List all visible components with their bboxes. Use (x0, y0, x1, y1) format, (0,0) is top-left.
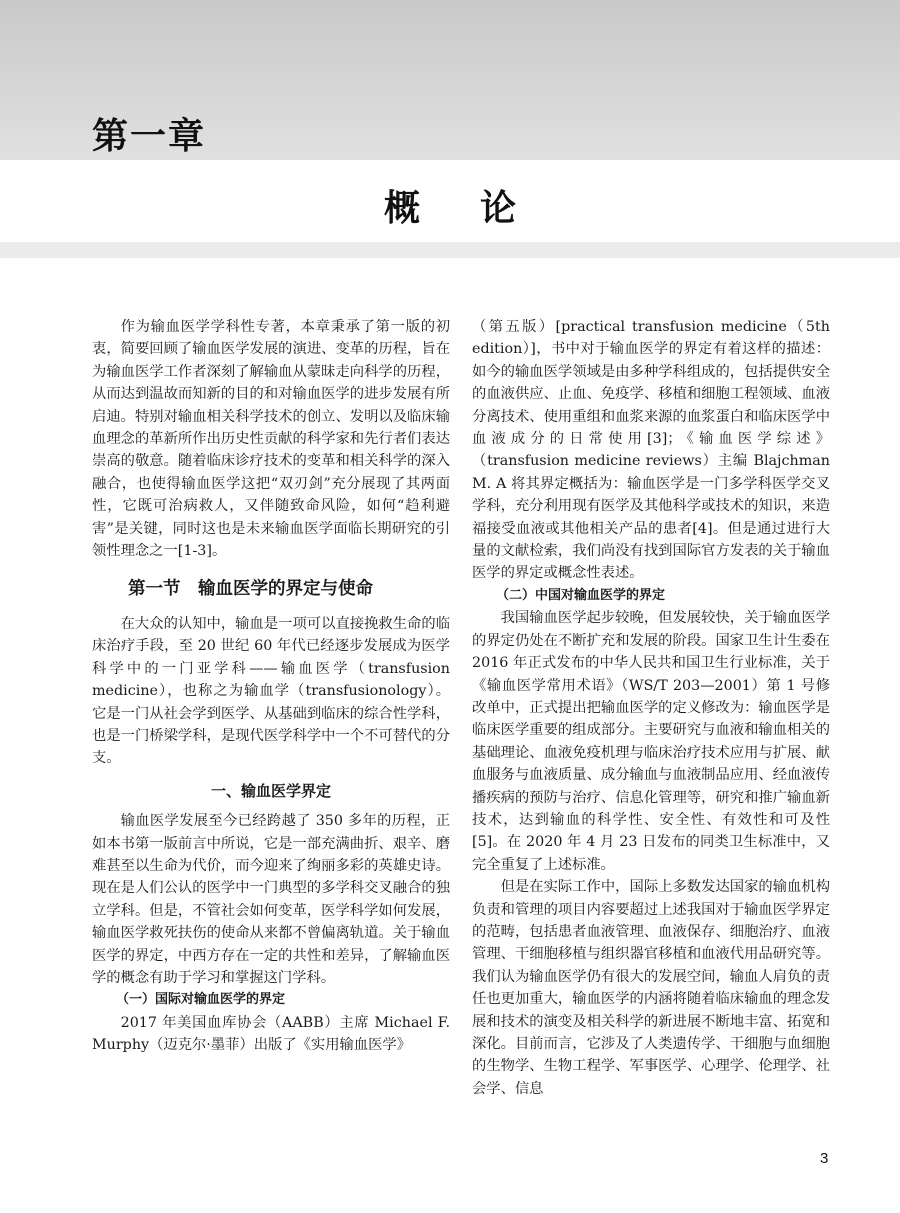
china-definition-paragraph: 我国输血医学起步较晚，但发展较快，关于输血医学的界定仍处在不断扩充和发展的阶段。国家卫生计生委在 2016 年正式发布的中华人民共和国卫生行业标准，关于《输血医学常用术语》（WS/T 203—2001）第 1 号修改单中，正式提出把输血医学的定义修改为：输血医学是临床医学重要的组成部分。主要研究与血液和输血相关的基础理论、血液免疫机理与临床治疗技术应用与扩展、献血服务与血液质量、成分输血与血液制品应用、经血液传播疾病的预防与治疗、信息化管理等，研究和推广输血新技术，达到输血的科学性、安全性、有效性和可及性[5]。在 2020 年 4 月 23 日发布的同类卫生标准中，又完全重复了上述标准。 (472, 610, 830, 873)
continued-paragraph: （第五版）[practical transfusion medicine（5th edition）]，书中对于输血医学的界定有着这样的描述：如今的输血医学领域是由多种学科组成的，包括提供安全的血液供应、止血、免疫学、移植和细胞工程领域、血液分离技术、使用重组和血浆来源的血浆蛋白和临床医学中血液成分的日常使用[3]；《输血医学综述》（transfusion medicine reviews）主编 Blajchman M. A 将其界定概括为：输血医学是一门多学科医学交叉学科，充分利用现有医学及其他科学或技术的知识，来造福接受血液或其他相关产品的患者[4]。但是通过进行大量的文献检索，我们尚没有找到国际官方发表的关于输血医学的界定或概念性表述。 (472, 319, 830, 582)
subsection-title: 一、输血医学界定 (210, 781, 331, 800)
scope-paragraph: 但是在实际工作中，国际上多数发达国家的输血机构负责和管理的项目内容要超过上述我国对于输血医学界定的范畴，包括患者血液管理、血液保存、细胞治疗、血液管理、干细胞移植与组织器官移植和血液代用品研究等。我们认为输血医学仍有很大的发展空间，输血人肩负的责任也更加重大，输血医学的内涵将随着临床输血的理念发展和技术的演变及相关科学的新进展不断地丰富、拓宽和深化。目前而言，它涉及了人类遗传学、干细胞与血细胞的生物学、生物工程学、军事医学、心理学、伦理学、社会学、信息 (472, 879, 830, 1097)
left-column (92, 316, 450, 1057)
chapter-title: 概论 (383, 187, 576, 229)
right-column (472, 316, 830, 1100)
section-paragraph: 在大众的认知中，输血是一项可以直接挽救生命的临床治疗手段，至 20 世纪 60 年代已经逐步发展成为医学科学中的一门亚学科——输血医学（transfusion medicine），也称之为输血学（transfusionology）。它是一门从社会学到医学、从基础到临床的综合性学科，也是一门桥梁学科，是现代医学科学中一个不可替代的分支。 (92, 615, 450, 767)
international-definition-paragraph: 2017 年美国血库协会（AABB）主席 Michael F. Murphy（迈克尔·墨菲）出版了《实用输血医学》 (92, 1014, 450, 1054)
intro-paragraph: 作为输血医学学科性专著，本章秉承了第一版的初衷，简要回顾了输血医学发展的演进、变革的历程，旨在为输血医学工作者深刻了解输血从蒙昧走向科学的历程，从而达到温故而知新的目的和对输血医学的进步发展有所启迪。特别对输血相关科学技术的创立、发明以及临床输血理念的革新所作出历史性贡献的科学家和先行者们表达崇高的敬意。随着临床诊疗技术的变革和相关科学的深入融合，也使得输血医学这把“双刃剑”充分展现了其两面性，它既可治病救人，又伴随致命风险，如何“趋利避害”是关键，同时这也是未来输血医学面临长期研究的引领性理念之一[1-3]。 (92, 319, 450, 560)
page-number: 3 (820, 1150, 829, 1167)
china-definition-heading: （二）中国对输血医学的界定 (496, 587, 666, 603)
chapter-label: 第一章 (92, 115, 207, 157)
international-definition-heading: （一）国际对输血医学的界定 (116, 992, 286, 1008)
subsection-paragraph: 输血医学发展至今已经跨越了 350 多年的历程，正如本书第一版前言中所说，它是一部充满曲折、艰辛、磨难甚至以生命为代价，而今迎来了绚丽多彩的英雄史诗。现在是人们公认的医学中一门典型的多学科交叉融合的独立学科。但是，不管社会如何变革，医学科学如何发展，输血医学救死扶伤的使命从来都不曾偏离轨道。关于输血医学的界定，中西方存在一定的共性和差异，了解输血医学的概念有助于学习和掌握这门学科。 (92, 813, 450, 986)
section-title: 第一节 输血医学的界定与使命 (128, 579, 373, 600)
